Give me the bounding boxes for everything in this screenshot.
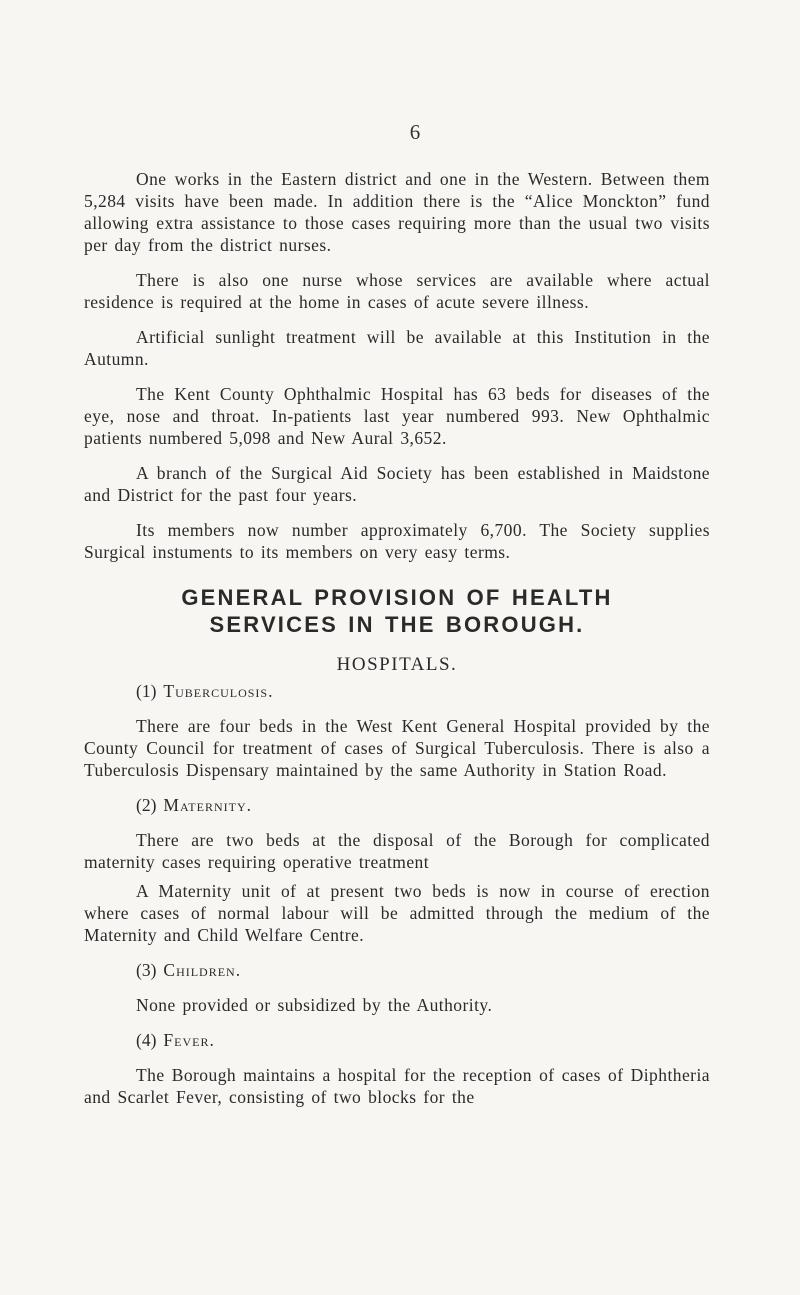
heading-line-1: GENERAL PROVISION OF HEALTH: [181, 585, 613, 610]
section-title: Tuberculosis.: [163, 681, 274, 701]
section-number: (2): [136, 795, 157, 815]
document-body: [84, 168, 710, 1121]
section-title: Maternity.: [163, 795, 252, 815]
paragraph: Artificial sunlight treatment will be available at this Institution in the Autumn.: [84, 327, 710, 369]
paragraph: A branch of the Surgical Aid Society has been established in Maidstone and District for the past four years.: [84, 463, 710, 505]
paragraph: The Borough maintains a hospital for the reception of cases of Diphtheria and Scarlet Fever, consisting of two blocks for the: [84, 1065, 710, 1107]
section-label-children: [84, 959, 710, 981]
section-label-maternity: [84, 794, 710, 816]
section-label-tuberculosis: [84, 680, 710, 702]
page-number: 6: [409, 120, 421, 144]
paragraph: None provided or subsidized by the Authority.: [136, 995, 493, 1015]
paragraph: A Maternity unit of at present two beds is now in course of erection where cases of normal labour will be admitted through the medium of the Maternity and Child Welfare Centre.: [84, 881, 710, 945]
section-number: (4): [136, 1030, 157, 1050]
section-label-fever: [84, 1029, 710, 1051]
paragraph: There are two beds at the disposal of the Borough for complicated maternity cases requiring operative treatment: [84, 830, 710, 872]
section-title: Children.: [163, 960, 242, 980]
section-number: (3): [136, 960, 157, 980]
paragraph: There are four beds in the West Kent General Hospital provided by the County Council for treatment of cases of Surgical Tuberculosis. There is also a Tuberculosis Dispensary maintained by the same Authority in Station Road.: [84, 716, 710, 780]
paragraph: Its members now number approximately 6,700. The Society supplies Surgical instuments to its members on very easy terms.: [84, 520, 710, 562]
paragraph: There is also one nurse whose services are available where actual residence is required at the home in cases of acute severe illness.: [84, 270, 710, 312]
section-title: Fever.: [163, 1030, 215, 1050]
paragraph: One works in the Eastern district and one in the Western. Between them 5,284 visits have been made. In addition there is the “Alice Monckton” fund allowing extra assistance to those cases requiring more than the usual two visits per day from the district nurses.: [84, 169, 710, 255]
heading-line-2: SERVICES IN THE BOROUGH.: [209, 612, 585, 637]
subheading-hospitals: HOSPITALS.: [336, 654, 458, 675]
paragraph: The Kent County Ophthalmic Hospital has 63 beds for diseases of the eye, nose and throat. In-patients last year numbered 993. New Ophthalmic patients numbered 5,098 and New Aural 3,652.: [84, 384, 710, 448]
section-number: (1): [136, 681, 157, 701]
section-heading: [84, 584, 710, 638]
